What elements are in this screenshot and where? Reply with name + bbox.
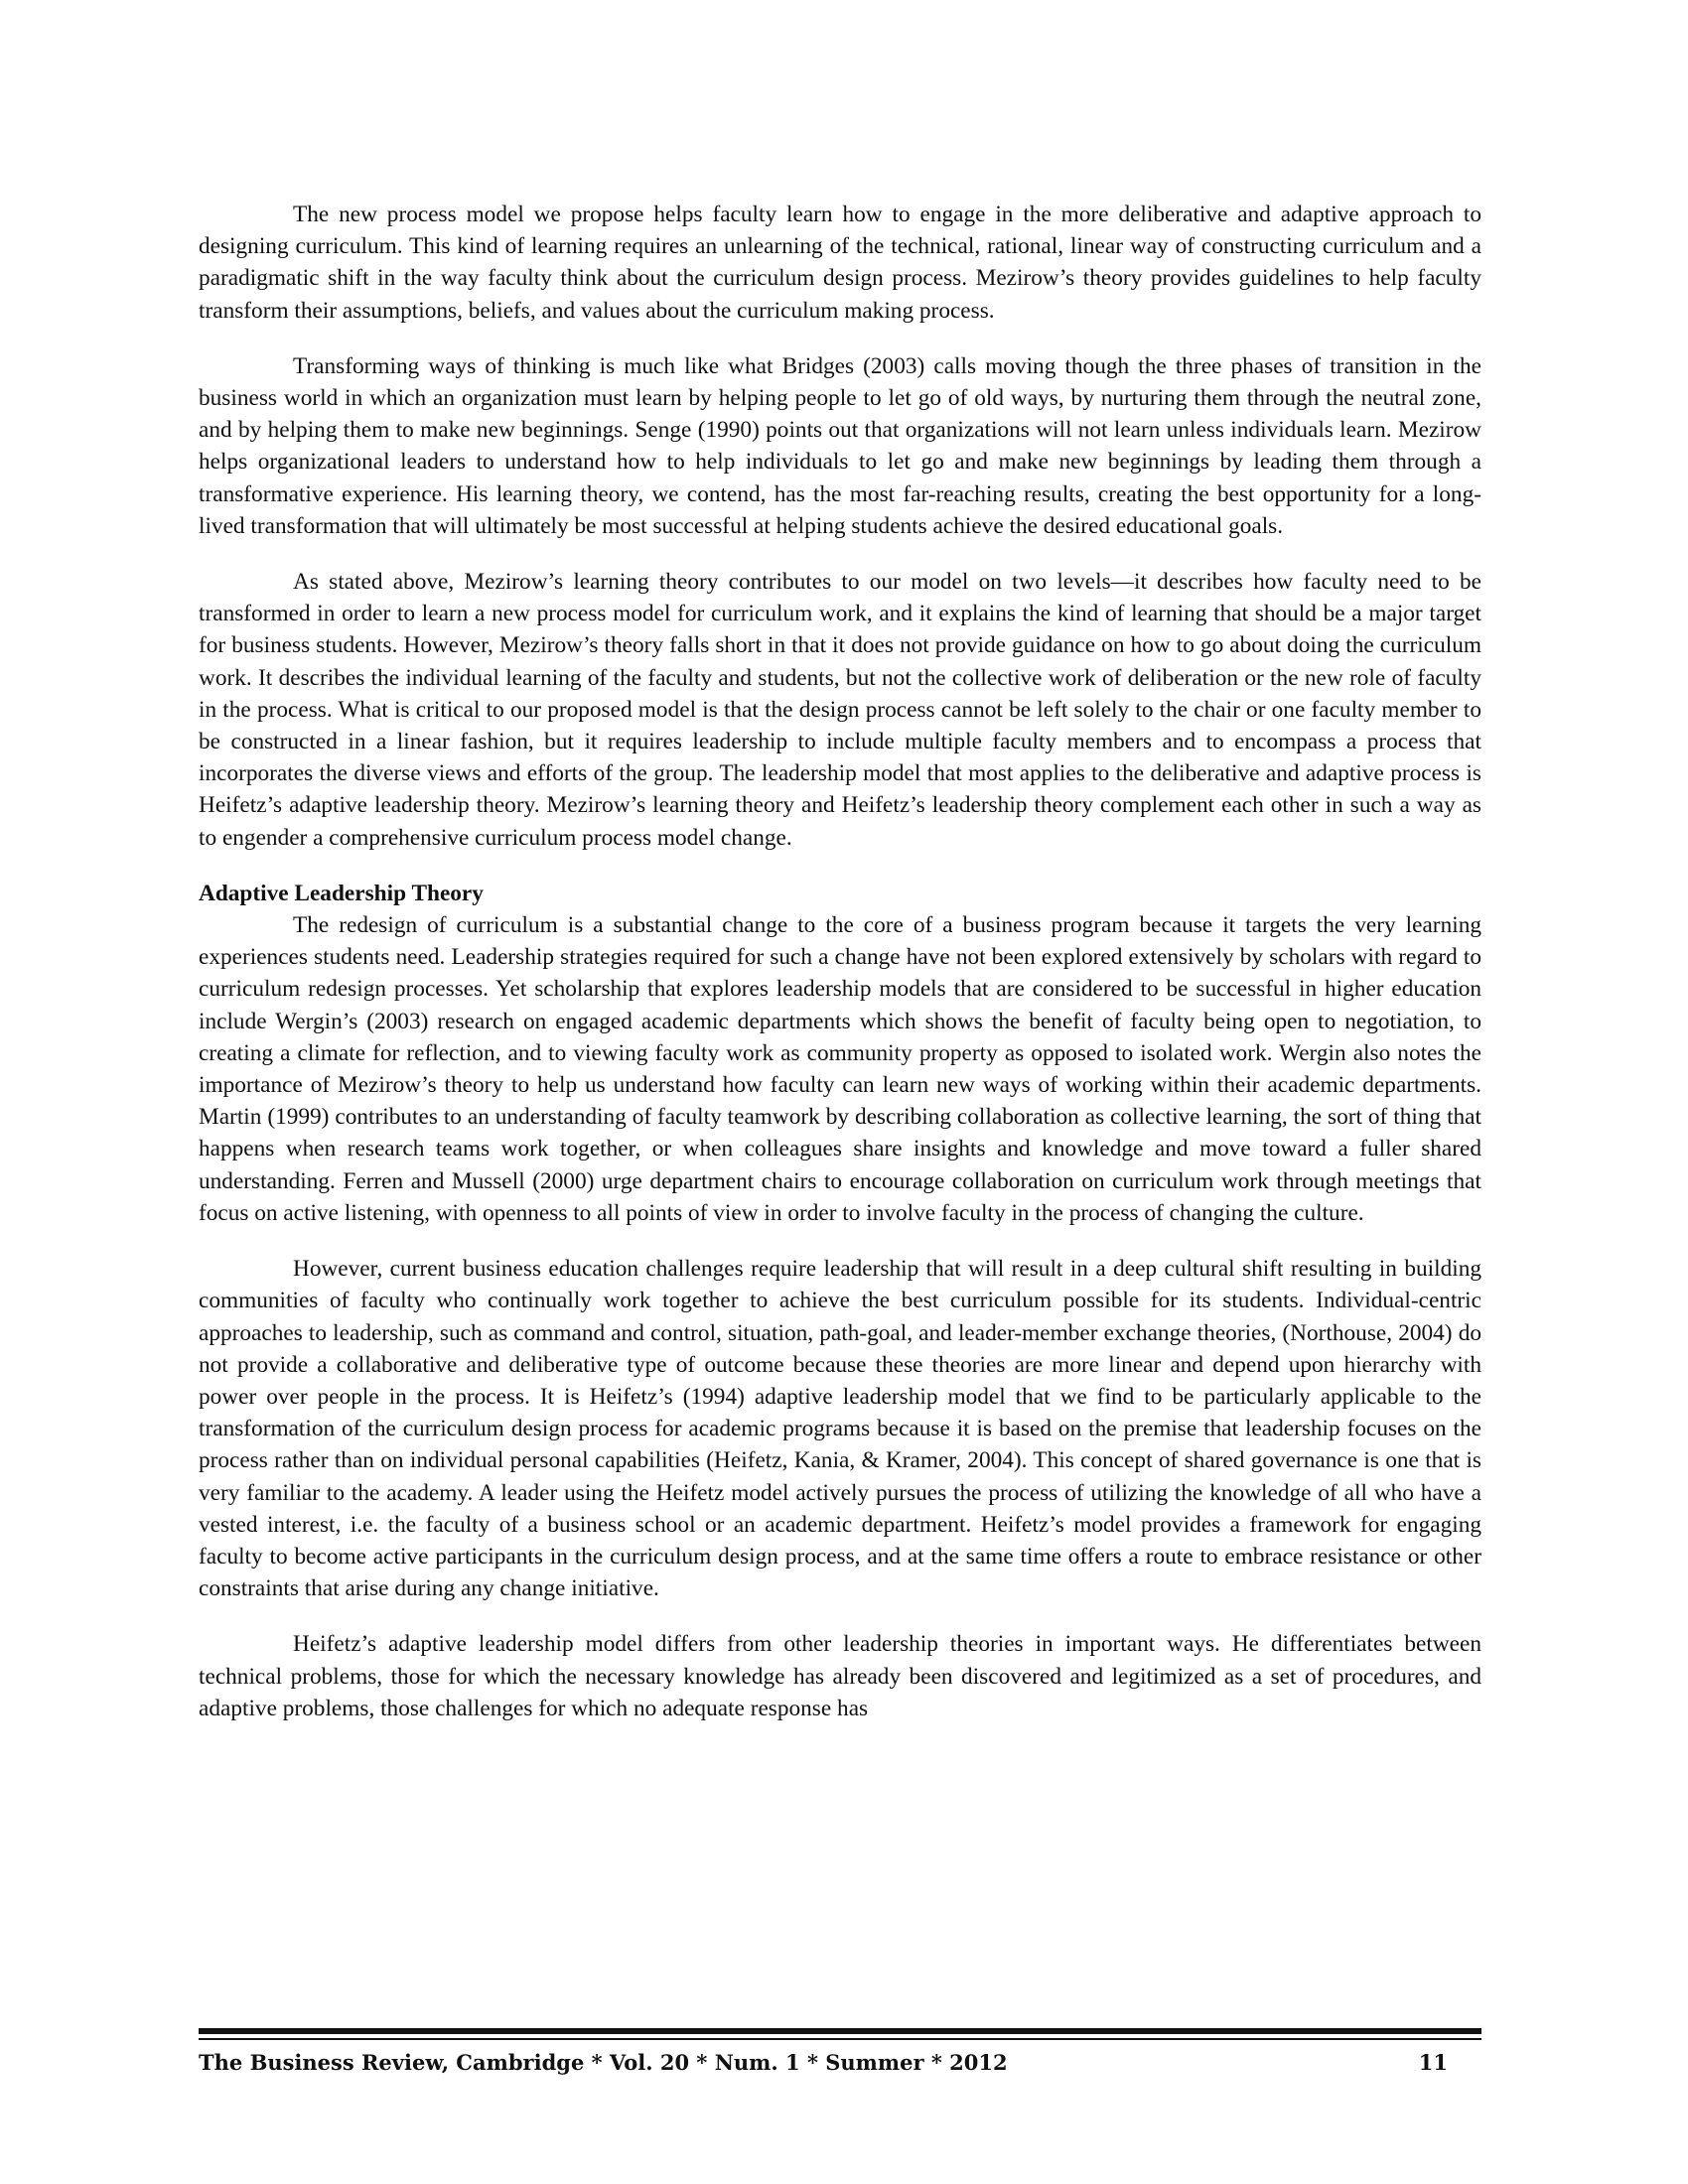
body-paragraph-2: Transforming ways of thinking is much like what Bridges (2003) calls moving though the three phases of transition in the business world in which an organization must learn by helping people to let go of old ways, by nurturing them through the neutral zone, and by helping them to make new beginnings. Senge (1990) points out that organizations will not learn unless individuals learn. Mezirow helps organizational leaders to understand how to help individuals to let go and make new beginnings by leading them through a transformative experience. His learning theory, we contend, has the most far-reaching results, creating the best opportunity for a long-lived transformation that will ultimately be most successful at helping students achieve the desired educational goals.: [199, 352, 1481, 539]
page-footer: [199, 2048, 1448, 2078]
body-paragraph-5: However, current business education challenges require leadership that will result in a deep cultural shift resulting in building communities of faculty who continually work together to achieve the best curriculum possible for its students. Individual-centric approaches to leadership, such as command and control, situation, path-goal, and leader-member exchange theories, (Northouse, 2004) do not provide a collaborative and deliberative type of outcome because these theories are more linear and depend upon hierarchy with power over people in the process. It is Heifetz’s (1994) adaptive leadership model that we find to be particularly applicable to the transformation of the curriculum design process for academic programs because it is based on the premise that leadership focuses on the process rather than on individual personal capabilities (Heifetz, Kania, & Kramer, 2004). This concept of shared governance is one that is very familiar to the academy. A leader using the Heifetz model actively pursues the process of utilizing the knowledge of all who have a vested interest, i.e. the faculty of a business school or an academic department. Heifetz’s model provides a framework for engaging faculty to become active participants in the curriculum design process, and at the same time offers a route to embrace resistance or other constraints that arise during any change initiative.: [199, 1256, 1481, 1602]
footer-rule-thick: [199, 2028, 1481, 2034]
page-body: [199, 199, 1481, 1724]
page-number: 11: [1418, 2050, 1448, 2075]
footer-rule-thin: [199, 2038, 1481, 2040]
section-heading: Adaptive Leadership Theory: [199, 880, 484, 906]
body-paragraph-4: The redesign of curriculum is a substantial change to the core of a business program because it targets the very learning experiences students need. Leadership strategies required for such a change have not been explored extensively by scholars with regard to curriculum redesign processes. Yet scholarship that explores leadership models that are considered to be successful in higher education include Wergin’s (2003) research on engaged academic departments which shows the benefit of faculty being open to negotiation, to creating a climate for reflection, and to viewing faculty work as community property as opposed to isolated work. Wergin also notes the importance of Mezirow’s theory to help us understand how faculty can learn new ways of working within their academic departments. Martin (1999) contributes to an understanding of faculty teamwork by describing collaboration as collective learning, the sort of thing that happens when research teams work together, or when colleagues share insights and knowledge and move toward a fuller shared understanding. Ferren and Mussell (2000) urge department chairs to encourage collaboration on curriculum work through meetings that focus on active listening, with openness to all points of view in order to involve faculty in the process of changing the culture.: [199, 912, 1481, 1226]
body-paragraph-6: Heifetz’s adaptive leadership model differs from other leadership theories in important ways. He differentiates between technical problems, those for which the necessary knowledge has already been discovered and legitimized as a set of procedures, and adaptive problems, those challenges for which no adequate response has: [199, 1631, 1481, 1721]
body-paragraph-1: The new process model we propose helps faculty learn how to engage in the more deliberative and adaptive approach to designing curriculum. This kind of learning requires an unlearning of the technical, rational, linear way of constructing curriculum and a paradigmatic shift in the way faculty think about the curriculum design process. Mezirow’s theory provides guidelines to help faculty transform their assumptions, beliefs, and values about the curriculum making process.: [199, 202, 1481, 324]
body-paragraph-3: As stated above, Mezirow’s learning theory contributes to our model on two levels—it describes how faculty need to be transformed in order to learn a new process model for curriculum work, and it explains the kind of learning that should be a major target for business students. However, Mezirow’s theory falls short in that it does not provide guidance on how to go about doing the curriculum work. It describes the individual learning of the faculty and students, but not the collective work of deliberation or the new role of faculty in the process. What is critical to our proposed model is that the design process cannot be left solely to the chair or one faculty member to be constructed in a linear fashion, but it requires leadership to include multiple faculty members and to encompass a process that incorporates the diverse views and efforts of the group. The leadership model that most applies to the deliberative and adaptive process is Heifetz’s adaptive leadership theory. Mezirow’s learning theory and Heifetz’s leadership theory complement each other in such a way as to engender a comprehensive curriculum process model change.: [199, 569, 1481, 851]
journal-citation: The Business Review, Cambridge * Vol. 20 * Num. 1 * Summer * 2012: [199, 2050, 1008, 2075]
